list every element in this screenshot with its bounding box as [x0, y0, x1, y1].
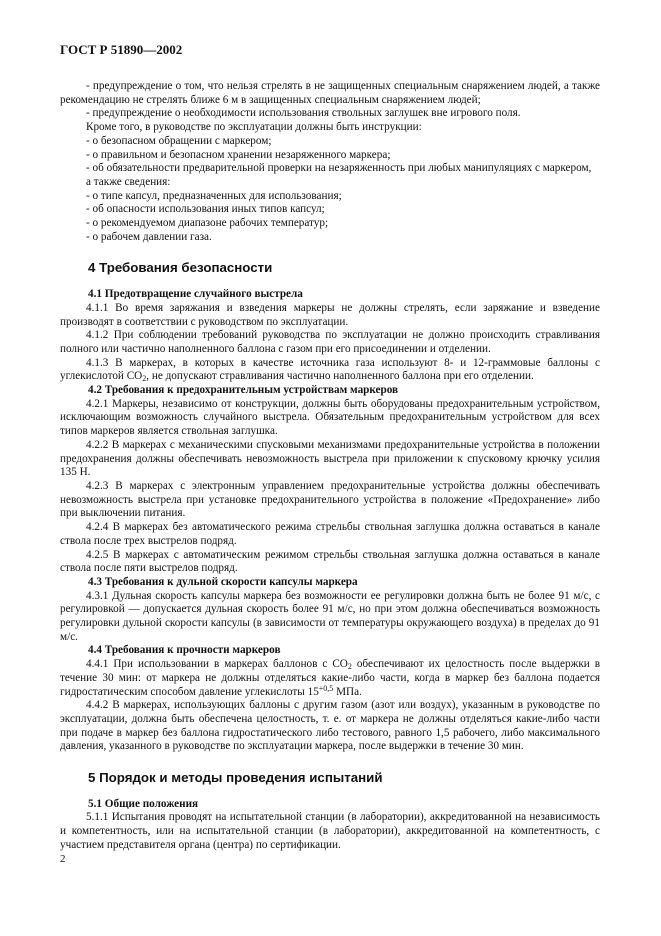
subsection-4-3-heading: 4.3 Требования к дульной скорости капсулы маркера — [88, 575, 358, 588]
info-item: - о рекомендуемом диапазоне рабочих температур; — [86, 217, 329, 230]
paragraph-5-1-1: 5.1.1 Испытания проводят на испытательной станции (в лаборатории), аккредитованной на независимость и компетентность, или на испытательной станции (в лаборатории), аккредитованной на компетентность, с участием представителя органа (центра) по сертификации. — [60, 811, 600, 851]
paragraph-4-2-1: 4.2.1 Маркеры, независимо от конструкции, должны быть оборудованы предохранительным устройством, исключающим возможность случайного выстрела. Обязательным предохранительным устройством для всех типов маркеров является ствольная заглушка. — [60, 397, 600, 438]
paragraph-4-1-1: 4.1.1 Во время заряжания и взведения маркеры не должны стрелять, если заряжание и взведение производят в соответствии с руководством по эксплуатации. — [60, 301, 600, 328]
paragraph-4-1-3: 4.1.3 В маркерах, в которых в качестве источника газа используют 8- и 12-граммовые баллоны с углекислотой $СО_2$, не допускают стравливания частично наполненного баллона при его отделении. — [60, 356, 600, 384]
paragraph-4-4-1: 4.4.1 При использовании в маркерах баллонов с $СО_2$ обеспечивают их целостность после выдержки в течение 30 мин: от маркера не должны отделяться какие-либо части, когда в маркер без баллона подается гидростатическим способом давление углекислоты $15^{+0,5}$ МПа. — [60, 658, 600, 698]
subsection-5-1-heading: 5.1 Общие положения — [88, 797, 199, 810]
info-lead: а также сведения: — [86, 175, 171, 188]
paragraph-4-2-4: 4.2.4 В маркерах без автоматического режима стрельбы ствольная заглушка должна оставаться в канале ствола после трех выстрелов подряд. — [60, 521, 600, 547]
paragraph-4-2-2: 4.2.2 В маркерах с механическими спусковыми механизмами предохранительные устройства в положении предохранения должны обеспечивать невозможность выстрела при приложении к спусковому крючку усилия 135 Н. — [60, 438, 600, 479]
instruction-item: - о безопасном обращении с маркером; — [86, 134, 272, 147]
paragraph-4-2-5: 4.2.5 В маркерах с автоматическим режимом стрельбы ствольная заглушка должна оставаться в канале ствола после пяти выстрелов подряд. — [60, 548, 600, 575]
subsection-4-4-heading: 4.4 Требования к прочности маркеров — [88, 644, 281, 657]
paragraph-4-4-2: 4.4.2 В маркерах, использующих баллоны с другим газом (азот или воздух), указанным в руководстве по эксплуатации, должна быть обеспечена целостность, т. е. от маркера не должны отделяться какие-либо части при подаче в маркер без баллона гидростатического либо тестового, равного 1,5 рабочего, либо максимального давления, указанного в руководстве по эксплуатации маркера, после выдержки в течение 30 мин. — [60, 699, 600, 753]
page-number: 2 — [60, 853, 66, 865]
instructions-lead: Кроме того, в руководстве по эксплуатации должны быть инструкции: — [86, 121, 422, 134]
instruction-item: - об обязательности предварительной проверки на незаряженность при любых манипуляциях с маркером, — [86, 162, 592, 175]
instruction-item: - о правильном и безопасном хранении незаряженного маркера; — [86, 148, 391, 161]
paragraph-4-1-2: 4.1.2 При соблюдении требований руководства по эксплуатации не должно происходить стравливания полного или частично наполненного баллона с газом при его присоединении и отделении. — [60, 329, 600, 355]
section-5-heading: 5 Порядок и методы проведения испытаний — [88, 770, 383, 786]
document-header: ГОСТ Р 51890—2002 — [60, 42, 183, 57]
info-item: - об опасности использования иных типов капсул; — [86, 203, 325, 216]
section-4-heading: 4 Требования безопасности — [88, 260, 273, 276]
subsection-4-2-heading: 4.2 Требования к предохранительным устройствам маркеров — [88, 384, 399, 397]
bullet-warning-protection: - предупреждение о том, что нельзя стрелять в не защищенных специальным снаряжением людей, а также рекомендацию не стрелять ближе 6 м в защищенных специальным снаряжением людей; — [60, 80, 600, 106]
bullet-warning-plugs: - предупреждение о необходимости использования ствольных заглушек вне игрового поля. — [86, 107, 521, 120]
paragraph-4-3-1: 4.3.1 Дульная скорость капсулы маркера без возможности ее регулировки должна быть не более 91 м/с, с регулировкой — допускается дульная скорость более 91 м/с, но при этом должна обеспечиваться возможность регулировки дульной скорости капсулы (в зависимости от температуры окружающего воздуха) в пределах до 91 м/с. — [60, 589, 600, 643]
subsection-4-1-heading: 4.1 Предотвращение случайного выстрела — [88, 288, 303, 301]
info-item: - о рабочем давлении газа. — [86, 230, 212, 243]
document-body — [60, 80, 600, 853]
info-item: - о типе капсул, предназначенных для использования; — [86, 189, 342, 202]
paragraph-4-2-3: 4.2.3 В маркерах с электронным управлением предохранительные устройства должны обеспечивать невозможность выстрела при установке предохранительного устройства в положение «Предохранение» либо при выключении питания. — [60, 479, 600, 520]
